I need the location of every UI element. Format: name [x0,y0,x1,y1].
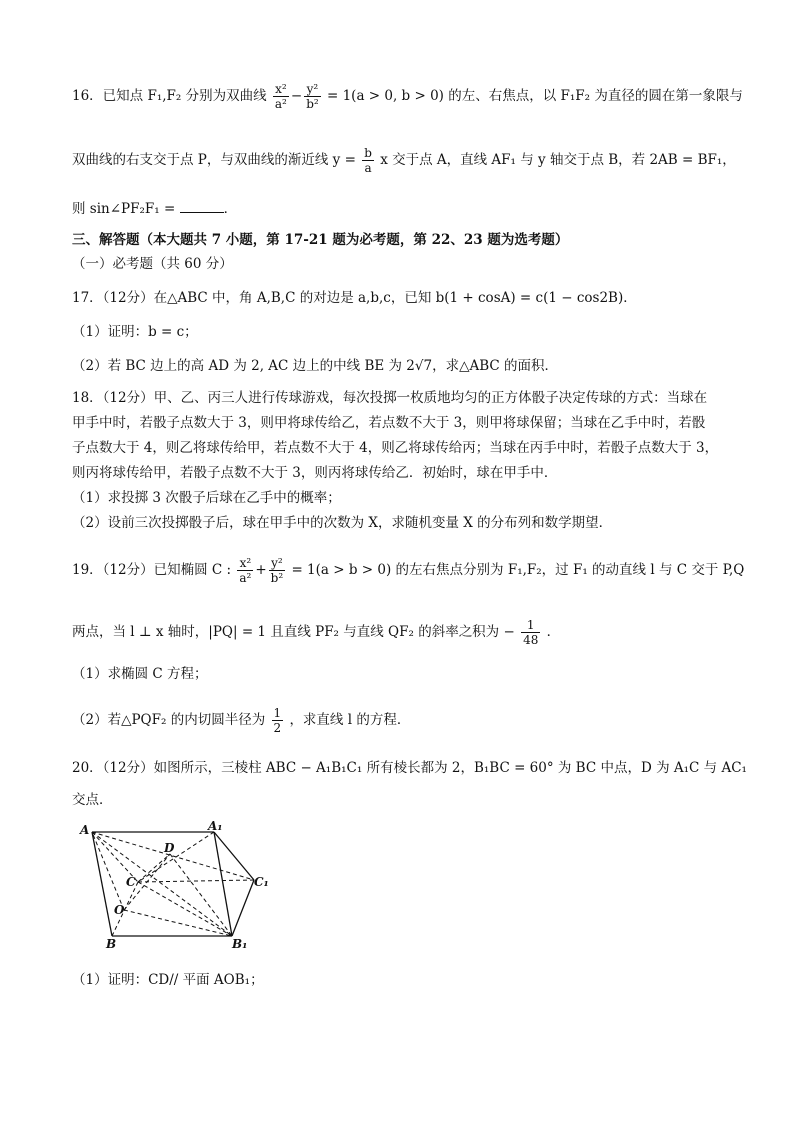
q19-line-1 [72,556,744,585]
denominator: a² [274,97,287,111]
edge-C1-B1 [232,880,254,936]
q18-line-3: 子点数大于 4，则乙将球传给甲，若点数不大于 4，则乙将球传给丙；当球在丙手中时，若骰子点数大于 3， [72,440,719,456]
fraction [237,556,253,585]
q19-text: = 1(a > b > 0) 的左右焦点分别为 F₁,F₂，过 F₁ 的动直线 l 与 C 交于 P,Q [291,562,745,578]
numerator: b [364,146,372,160]
label-A: A [80,823,90,837]
denominator: 48 [523,633,539,647]
fraction [273,82,289,111]
numerator: y² [269,556,286,571]
q18-line-4: 则丙将球传给甲，若骰子点数不大于 3，则丙将球传给乙．初始时，球在甲手中． [72,465,558,481]
q16-text: 双曲线的右支交于点 P，与双曲线的渐近线 y = [72,152,356,168]
dashed-O-B1 [124,910,232,936]
minus-sign: − [290,88,303,104]
denominator: 2 [273,721,282,735]
q18-part-1: （1）求投掷 3 次骰子后球在乙手中的概率； [72,490,341,506]
label-B1: B₁ [232,937,248,950]
answer-blank [180,198,224,213]
fraction [269,556,286,585]
q16-text: x 交于点 A，直线 AF₁ 与 y 轴交于点 B，若 2AB = BF₁， [380,152,736,168]
numerator: y² [304,82,321,97]
q16-line-3: 则 sin∠PF₂F₁ = ． [72,198,237,219]
q16-line-2 [72,146,736,175]
fraction [521,618,540,647]
label-A1: A₁ [208,820,223,833]
prism-figure [78,820,288,950]
numerator: 1 [273,706,282,720]
plus-sign: + [255,562,267,578]
edge-A1-B1 [214,832,232,936]
q17-stem: 17．（12分）在△ABC 中，角 A,B,C 的对边是 a,b,c，已知 b(1 + cosA) = c(1 − cos2B)． [72,290,637,306]
q19-text: （2）若△PQF₂ 的内切圆半径为 [72,712,266,728]
denominator: b² [306,97,319,111]
section-subheading: （一）必考题（共 60 分） [72,256,233,272]
fraction [272,706,284,735]
numerator: 1 [521,618,540,633]
q20-line-1: 20．（12分）如图所示，三棱柱 ABC − A₁B₁C₁ 所有棱长都为 2，B₁BC = 60° 为 BC 中点，D 为 A₁C 与 AC₁ [72,760,747,776]
dashed-A-C1 [92,832,254,880]
q16-text: = 1(a > 0, b > 0) 的左、右焦点，以 F₁F₂ 为直径的圆在第一象限与 [326,88,743,104]
q17-part-2: （2）若 BC 边上的高 AD 为 2, AC 边上的中线 BE 为 2√7，求△ABC 的面积． [72,358,559,374]
numerator: x² [273,82,289,97]
label-D: D [164,841,175,855]
label-C: C [126,875,136,889]
section-heading: 三、解答题（本大题共 7 小题，第 17-21 题为必考题，第 22、23 题为选考题） [72,232,569,248]
q19-part-2 [72,706,410,735]
q19-line-2 [72,618,560,647]
edge-A-B [92,832,112,936]
dashed-C-B1 [138,882,232,936]
dashed-C-C1 [138,880,254,882]
q19-text: 19．（12分）已知椭圆 C : [72,562,232,578]
q20-part-1: （1）证明：CD// 平面 AOB₁； [72,972,264,988]
label-C1: C₁ [254,875,269,889]
numerator: x² [237,556,253,571]
edge-A1-C1 [214,832,254,880]
denominator: a [364,161,372,175]
label-O: O [114,903,125,917]
fraction [304,82,321,111]
q16-text: 16．已知点 F₁,F₂ 分别为双曲线 [72,88,267,104]
q16-text: 则 sin∠PF₂F₁ = [72,201,176,217]
q19-text: ． [546,624,561,640]
q19-text: 两点，当 l ⊥ x 轴时，|PQ| = 1 且直线 PF₂ 与直线 QF₂ 的斜率之积为 − [72,624,515,640]
q20-line-2: 交点． [72,792,113,808]
dashed-O-A [92,832,124,910]
fraction [362,146,374,175]
q18-line-1: 18．（12分）甲、乙、丙三人进行传球游戏，每次投掷一枚质地均匀的正方体骰子决定传球的方式：当球在 [72,390,708,406]
denominator: a² [239,571,252,585]
q19-text: ，求直线 l 的方程． [289,712,411,728]
denominator: b² [270,571,284,585]
q19-part-1: （1）求椭圆 C 方程； [72,666,208,682]
label-B: B [106,937,117,950]
q16-line-1 [72,82,743,111]
q17-part-1: （1）证明：b = c； [72,324,198,340]
q18-part-2: （2）设前三次投掷骰子后，球在甲手中的次数为 X，求随机变量 X 的分布列和数学期望． [72,515,613,531]
q18-line-2: 甲手中时，若骰子点数大于 3，则甲将球传给乙，若点数不大于 3，则甲将球保留；当球在乙手中时，若骰 [72,415,706,431]
